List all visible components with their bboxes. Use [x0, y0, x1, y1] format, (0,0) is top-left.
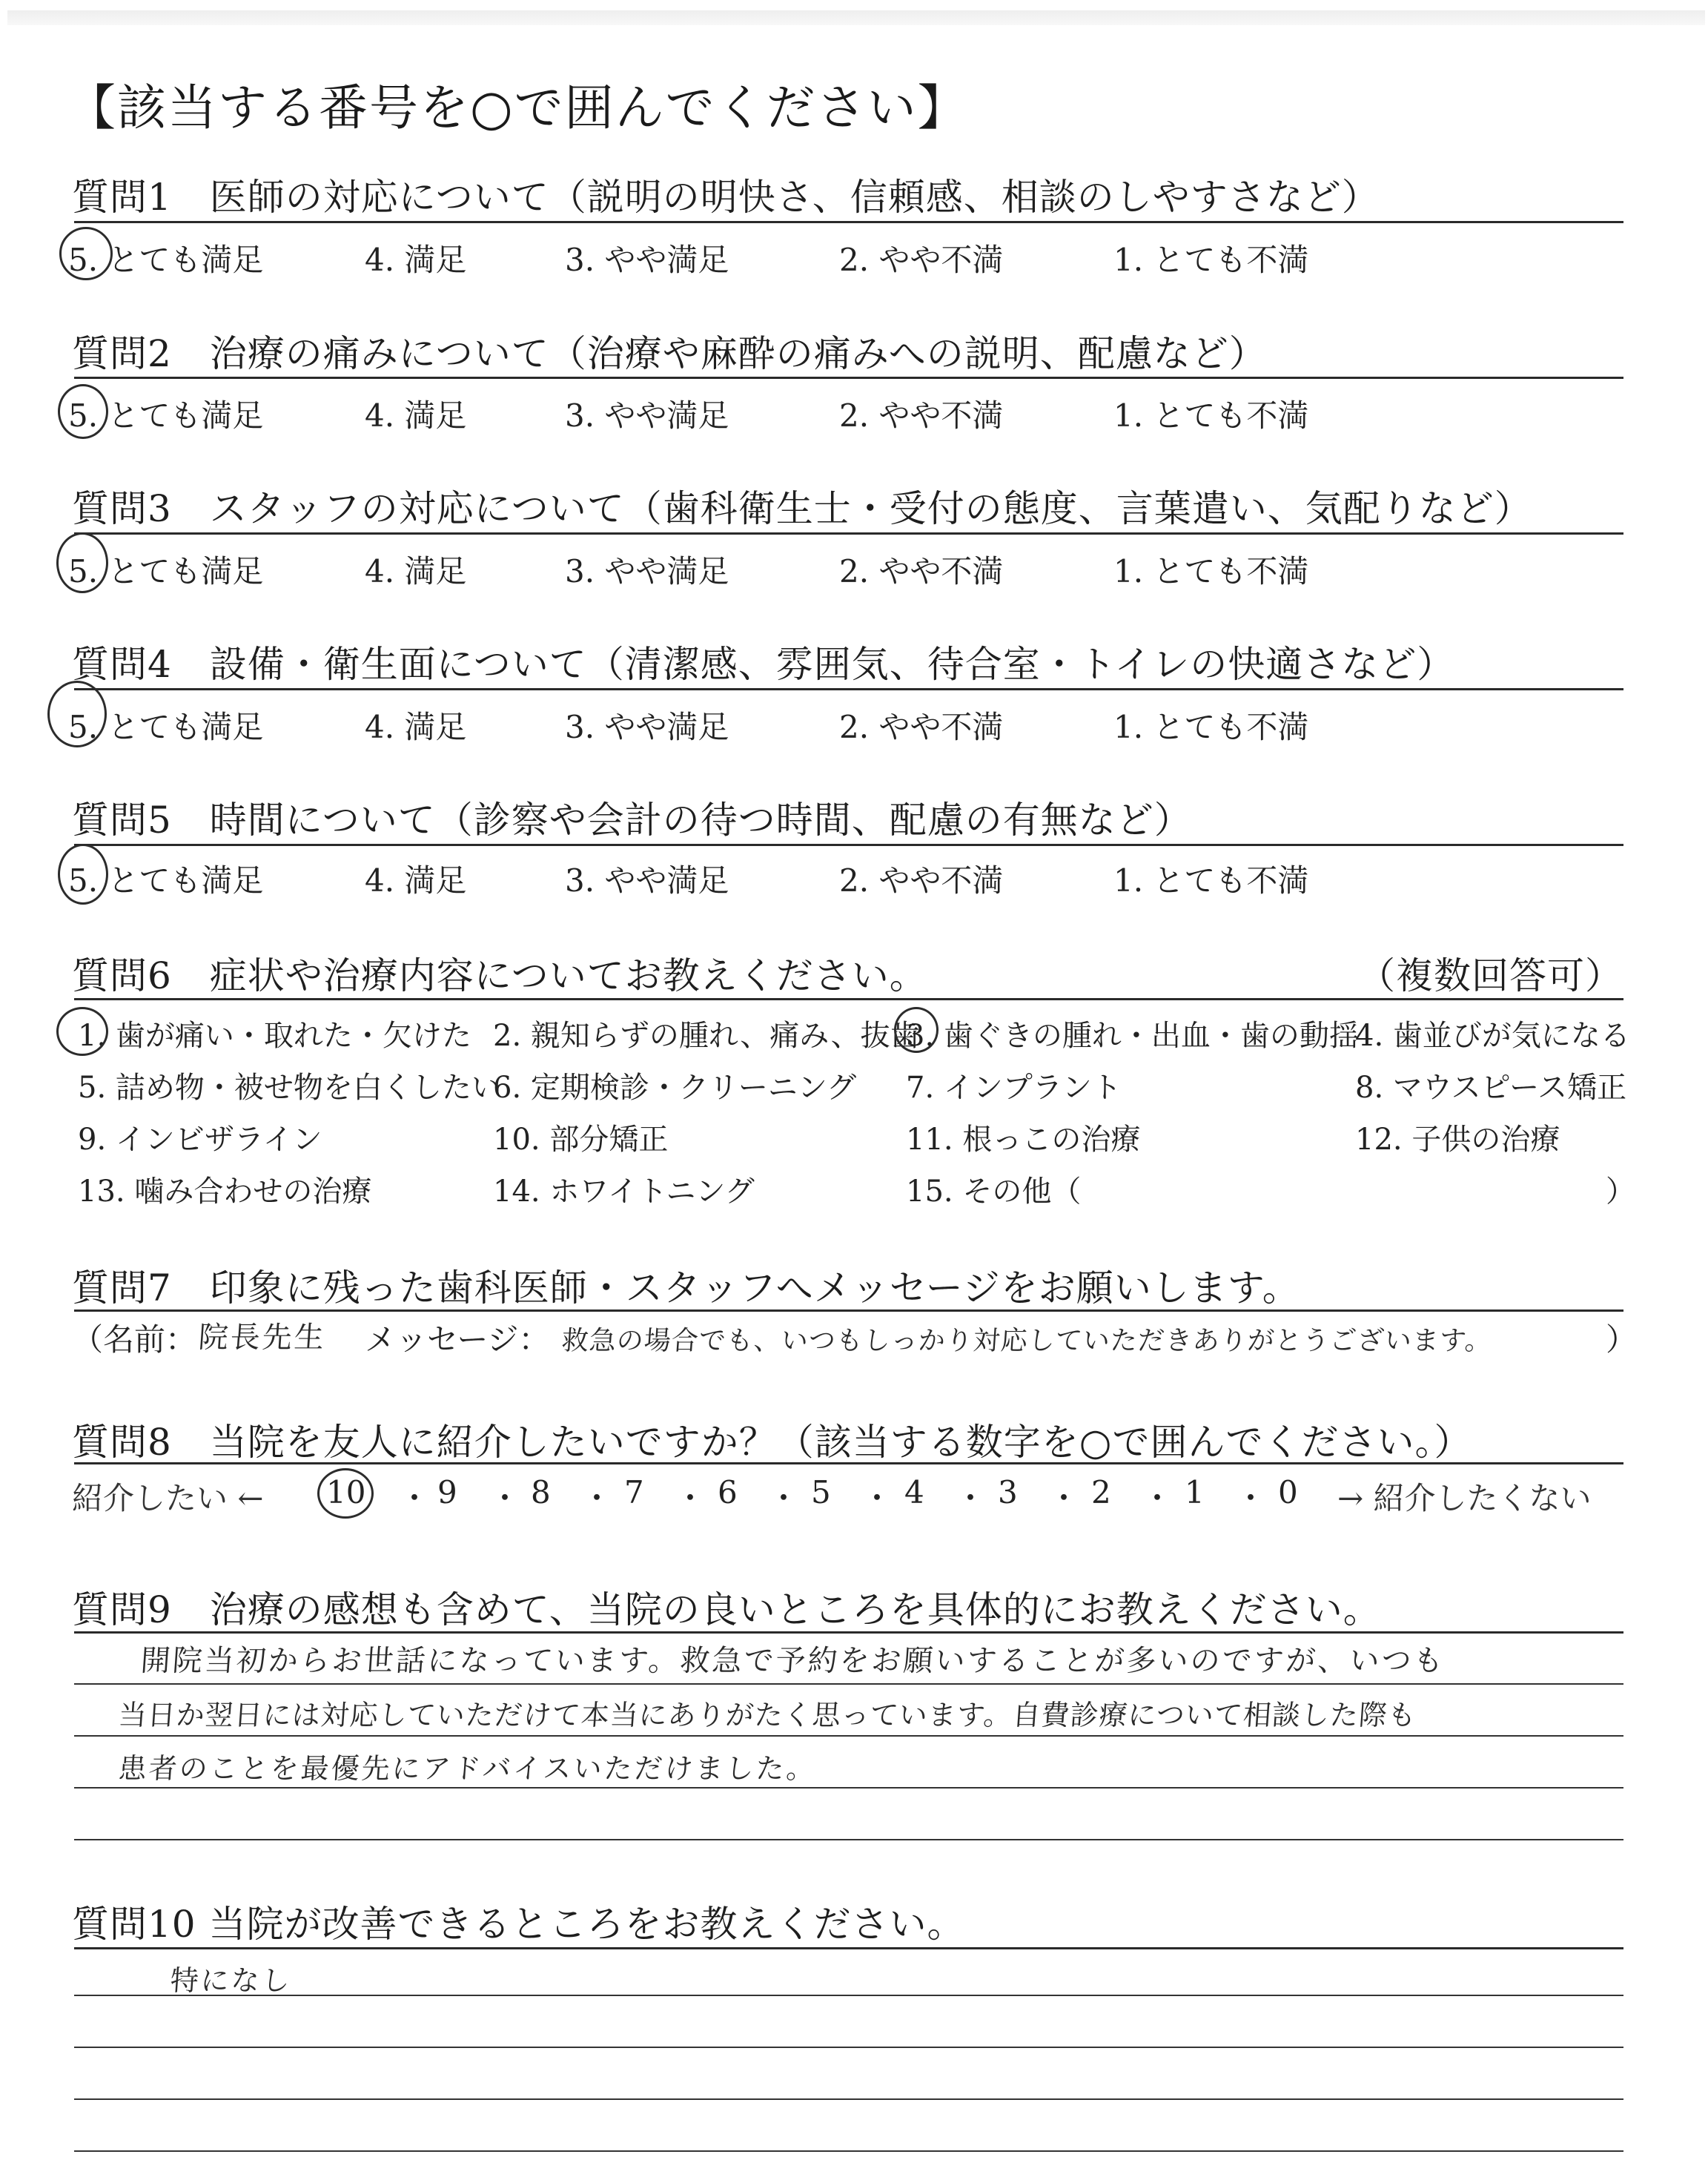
question-7-title: 質問7 印象に残った歯科医師・スタッフへメッセージをお願いします。 [72, 1266, 1300, 1309]
q5-option-1[interactable]: 1. とても不満 [1113, 862, 1309, 899]
q4-option-5[interactable]: 5. とても満足 [68, 709, 264, 745]
q8-dot: ・ [675, 1480, 706, 1516]
q8-scale-8[interactable]: 8 [531, 1474, 551, 1510]
question-3-rule [74, 532, 1623, 535]
q10-answer-line-1 [74, 1995, 1623, 1996]
q6-choice-5[interactable]: 5. 詰め物・被せ物を白くしたい [78, 1071, 501, 1105]
q8-scale-10[interactable]: 10 [326, 1474, 366, 1510]
q8-dot: ・ [489, 1480, 521, 1516]
question-3-title: 質問3 スタッフの対応について（歯科衛生士・受付の態度、言葉遣い、気配りなど） [72, 487, 1532, 530]
q8-left-label: 紹介したい ← [72, 1480, 264, 1516]
q6-choice-4[interactable]: 4. 歯並びが気になる [1355, 1019, 1630, 1053]
q8-dot: ・ [768, 1480, 800, 1516]
q4-option-2[interactable]: 2. やや不満 [839, 709, 1004, 745]
question-5-rule [74, 844, 1623, 846]
q4-option-1[interactable]: 1. とても不満 [1113, 709, 1309, 745]
q2-option-5[interactable]: 5. とても満足 [68, 397, 264, 434]
q8-scale-6[interactable]: 6 [718, 1474, 738, 1510]
q7-name-handwritten[interactable]: 院長先生 [197, 1321, 328, 1355]
q6-choice-1[interactable]: 1. 歯が痛い・取れた・欠けた [78, 1019, 471, 1053]
q3-option-2[interactable]: 2. やや不満 [839, 553, 1004, 589]
q7-name-label: （名前： [72, 1321, 197, 1358]
q5-option-4[interactable]: 4. 満足 [365, 862, 467, 899]
q2-option-3[interactable]: 3. やや満足 [565, 397, 729, 434]
q10-answer-line-4 [74, 2150, 1623, 2152]
q9-answer-line-1 [74, 1683, 1623, 1685]
question-8-title: 質問8 当院を友人に紹介したいですか？（該当する数字を○で囲んでください。） [72, 1421, 1472, 1464]
q8-scale-5[interactable]: 5 [811, 1474, 831, 1510]
q5-option-5[interactable]: 5. とても満足 [68, 862, 264, 899]
q7-message-handwritten[interactable]: 救急の場合でも、いつもしっかり対応していただきありがとうございます。 [560, 1326, 1494, 1356]
q1-option-1[interactable]: 1. とても不満 [1113, 242, 1309, 278]
question-5-title: 質問5 時間について（診察や会計の待つ時間、配慮の有無など） [72, 799, 1192, 842]
scan-top-edge [7, 10, 1705, 25]
question-2-rule [74, 377, 1623, 379]
q9-answer-line-3 [74, 1787, 1623, 1789]
q8-scale-3[interactable]: 3 [998, 1474, 1018, 1510]
q8-scale-7[interactable]: 7 [624, 1474, 644, 1510]
q2-option-1[interactable]: 1. とても不満 [1113, 397, 1309, 434]
question-7-rule [74, 1309, 1623, 1312]
q4-option-4[interactable]: 4. 満足 [365, 709, 467, 745]
q8-dot: ・ [399, 1480, 431, 1516]
q2-option-4[interactable]: 4. 満足 [365, 397, 467, 434]
page-heading: 【該当する番号を○で囲んでください】 [67, 79, 968, 136]
q8-dot: ・ [955, 1480, 987, 1516]
q8-scale-4[interactable]: 4 [904, 1474, 924, 1510]
question-2-title: 質問2 治療の痛みについて（治療や麻酔の痛みへの説明、配慮など） [72, 332, 1267, 375]
q6-choice-9[interactable]: 9. インビザライン [78, 1123, 322, 1157]
q9-answer-line-2 [74, 1735, 1623, 1737]
q10-handwritten-answer[interactable]: 特になし [169, 1964, 294, 1997]
q8-scale-9[interactable]: 9 [437, 1474, 457, 1510]
question-9-rule [74, 1631, 1623, 1634]
q8-dot: ・ [581, 1480, 613, 1516]
q6-choice-10[interactable]: 10. 部分矯正 [493, 1123, 669, 1157]
q6-choice-12[interactable]: 12. 子供の治療 [1355, 1123, 1560, 1157]
q10-answer-line-2 [74, 2047, 1623, 2048]
q4-selection-circle [47, 681, 107, 747]
question-6-note: （複数回答可） [1358, 954, 1623, 997]
q8-scale-2[interactable]: 2 [1091, 1474, 1111, 1510]
q8-scale-1[interactable]: 1 [1185, 1474, 1205, 1510]
q7-close-paren: ） [1606, 1321, 1638, 1358]
q3-option-3[interactable]: 3. やや満足 [565, 553, 729, 589]
q9-handwritten-line-1[interactable]: 開院当初からお世話になっています。救急で予約をお願いすることが多いのですが、いつも [139, 1644, 1447, 1678]
question-8-rule [74, 1462, 1623, 1464]
q6-selection-circle-3 [894, 1007, 939, 1053]
question-10-rule [74, 1947, 1623, 1949]
q6-choice-6[interactable]: 6. 定期検診・クリーニング [493, 1071, 857, 1105]
q3-option-1[interactable]: 1. とても不満 [1113, 553, 1309, 589]
q8-scale-0[interactable]: 0 [1278, 1474, 1298, 1510]
q6-selection-circle-1 [56, 1007, 108, 1056]
q3-option-5[interactable]: 5. とても満足 [68, 553, 264, 589]
q2-option-2[interactable]: 2. やや不満 [839, 397, 1004, 434]
question-1-title: 質問1 医師の対応について（説明の明快さ、信頼感、相談のしやすさなど） [72, 176, 1380, 219]
q3-selection-circle [56, 532, 108, 593]
q6-choice-8[interactable]: 8. マウスピース矯正 [1355, 1071, 1627, 1105]
q9-answer-line-4 [74, 1839, 1623, 1840]
q7-message-label: メッセージ： [365, 1321, 550, 1358]
q9-handwritten-line-3[interactable]: 患者のことを最優先にアドバイスいただけました。 [117, 1752, 818, 1785]
question-4-rule [74, 688, 1623, 690]
q1-option-2[interactable]: 2. やや不満 [839, 242, 1004, 278]
q8-dot: ・ [1048, 1480, 1080, 1516]
q6-choice-15[interactable]: 15. その他（ [906, 1175, 1082, 1209]
question-6-title: 質問6 症状や治療内容についてお教えください。 [72, 954, 927, 997]
question-1-rule [74, 221, 1623, 223]
q9-handwritten-line-2[interactable]: 当日か翌日には対応していただけて本当にありがたく思っています。自費診療について相談した際も [117, 1699, 1418, 1731]
question-10-title: 質問10 当院が改善できるところをお教えください。 [72, 1903, 965, 1946]
q8-right-label: → 紹介したくない [1337, 1480, 1592, 1516]
q8-dot: ・ [1235, 1480, 1267, 1516]
q6-other-close: ） [1606, 1175, 1635, 1209]
q6-choice-3[interactable]: 3. 歯ぐきの腫れ・出血・歯の動揺 [906, 1019, 1359, 1053]
q2-selection-circle [58, 384, 108, 439]
q6-choice-13[interactable]: 13. 噛み合わせの治療 [78, 1175, 372, 1209]
q1-option-3[interactable]: 3. やや満足 [565, 242, 729, 278]
q5-selection-circle [58, 844, 108, 905]
q1-option-4[interactable]: 4. 満足 [365, 242, 467, 278]
q8-selection-circle [317, 1468, 374, 1519]
q1-selection-circle [59, 227, 113, 280]
q6-choice-7[interactable]: 7. インプラント [906, 1071, 1122, 1105]
q6-choice-14[interactable]: 14. ホワイトニング [493, 1175, 755, 1209]
question-4-title: 質問4 設備・衛生面について（清潔感、雰囲気、待合室・トイレの快適さなど） [72, 643, 1455, 686]
q3-option-4[interactable]: 4. 満足 [365, 553, 467, 589]
question-6-rule [74, 998, 1623, 1000]
q8-dot: ・ [1142, 1480, 1174, 1516]
question-9-title: 質問9 治療の感想も含めて、当院の良いところを具体的にお教えください。 [72, 1588, 1381, 1631]
q1-option-5[interactable]: 5. とても満足 [68, 242, 264, 278]
q4-option-3[interactable]: 3. やや満足 [565, 709, 729, 745]
q5-option-3[interactable]: 3. やや満足 [565, 862, 729, 899]
q6-choice-2[interactable]: 2. 親知らずの腫れ、痛み、抜歯 [493, 1019, 920, 1053]
q6-choice-11[interactable]: 11. 根っこの治療 [906, 1123, 1141, 1157]
q8-dot: ・ [861, 1480, 893, 1516]
q5-option-2[interactable]: 2. やや不満 [839, 862, 1004, 899]
q10-answer-line-3 [74, 2098, 1623, 2100]
